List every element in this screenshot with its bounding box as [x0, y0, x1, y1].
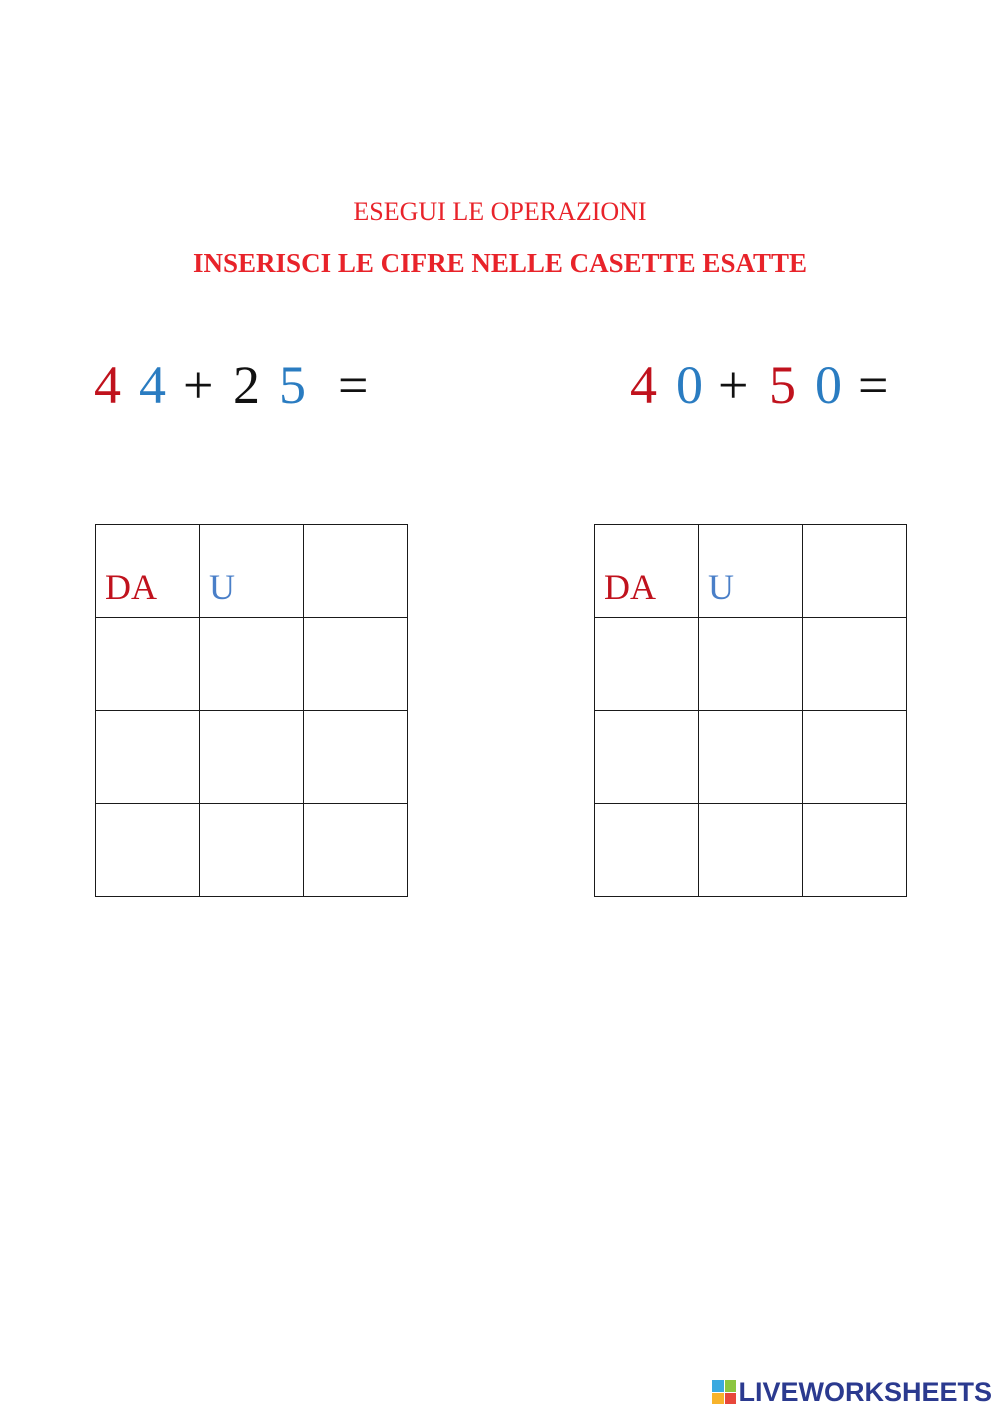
- logo-square-1: [712, 1380, 724, 1392]
- answer-cell[interactable]: [200, 618, 304, 711]
- answer-cell[interactable]: [595, 804, 699, 897]
- grid-row: [96, 618, 408, 711]
- exercise-2-equals-sign: =: [858, 355, 889, 415]
- worksheet-instruction: INSERISCI LE CIFRE NELLE CASETTE ESATTE: [193, 248, 807, 278]
- exercise-2-expression: [0, 350, 1000, 420]
- exercise-2-plus-sign: +: [718, 355, 749, 415]
- grid-row: [595, 618, 907, 711]
- tens-label: DA: [105, 567, 157, 607]
- answer-cell[interactable]: [803, 618, 907, 711]
- logo-square-3: [712, 1393, 724, 1405]
- answer-cell[interactable]: [200, 804, 304, 897]
- worksheet-title: ESEGUI LE OPERAZIONI: [353, 197, 647, 226]
- exercise-2-digit-units-a: 0: [676, 355, 703, 415]
- grid-row: [96, 711, 408, 804]
- answer-cell[interactable]: [595, 618, 699, 711]
- answer-cell[interactable]: [699, 711, 803, 804]
- logo-square-4: [725, 1393, 737, 1405]
- answer-cell[interactable]: [96, 618, 200, 711]
- exercise-1-digit-units-b: 5: [279, 355, 306, 415]
- answer-cell[interactable]: [96, 711, 200, 804]
- tens-label: DA: [604, 567, 656, 607]
- exercise-1-digit-units-a: 4: [139, 355, 166, 415]
- grid-header-tens: [595, 525, 699, 618]
- units-label: U: [209, 567, 235, 607]
- answer-cell[interactable]: [304, 618, 408, 711]
- grid-header-units: [200, 525, 304, 618]
- grid-header-extra: [803, 525, 907, 618]
- answer-cell[interactable]: [595, 711, 699, 804]
- grid-row: [595, 711, 907, 804]
- extra-label: [803, 605, 906, 617]
- answer-cell[interactable]: [803, 711, 907, 804]
- exercise-1-equals-sign: =: [338, 355, 369, 415]
- brand-name: LIVEWORKSHEETS: [738, 1377, 992, 1407]
- exercise-1-plus-sign: +: [183, 355, 214, 415]
- answer-cell[interactable]: [699, 804, 803, 897]
- grid-header-row: [595, 525, 907, 618]
- grid-header-tens: [96, 525, 200, 618]
- answer-cell[interactable]: [803, 804, 907, 897]
- exercise-1-digit-tens-b: 2: [233, 355, 260, 415]
- exercise-2-place-value-grid: [594, 524, 907, 897]
- footer-brand: [712, 1376, 992, 1408]
- logo-square-2: [725, 1380, 737, 1392]
- grid-header-units: [699, 525, 803, 618]
- answer-cell[interactable]: [96, 804, 200, 897]
- exercise-1-digit-tens-a: 4: [94, 355, 121, 415]
- answer-cell[interactable]: [304, 804, 408, 897]
- exercise-1-place-value-grid: [95, 524, 408, 897]
- grid-header-extra: [304, 525, 408, 618]
- units-label: U: [708, 567, 734, 607]
- exercise-2-digit-tens-a: 4: [630, 355, 657, 415]
- grid-row: [595, 804, 907, 897]
- answer-cell[interactable]: [200, 711, 304, 804]
- answer-cell[interactable]: [304, 711, 408, 804]
- answer-cell[interactable]: [699, 618, 803, 711]
- liveworksheets-logo-icon: [712, 1380, 736, 1404]
- grid-row: [96, 804, 408, 897]
- exercise-2-digit-units-b: 0: [815, 355, 842, 415]
- grid-header-row: [96, 525, 408, 618]
- exercise-2-digit-tens-b: 5: [769, 355, 796, 415]
- extra-label: [304, 605, 407, 617]
